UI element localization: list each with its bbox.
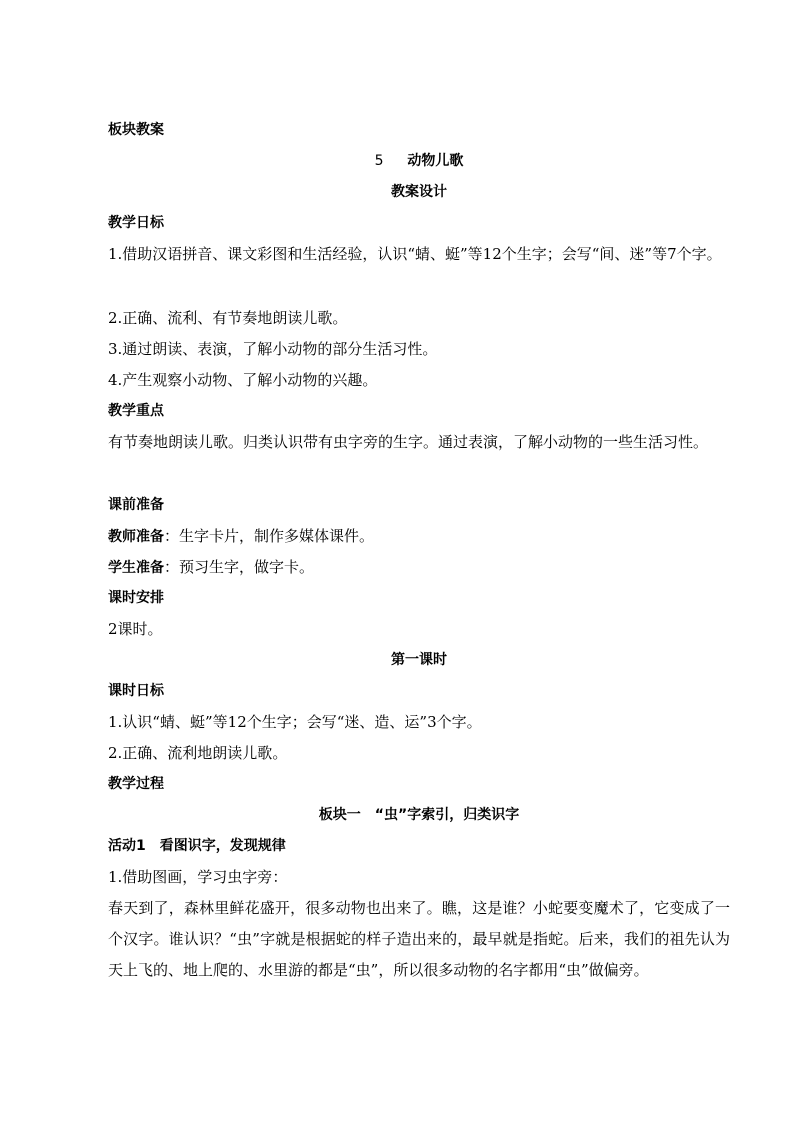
goal-item-4: 4.产生观察小动物、了解小动物的兴趣。 <box>108 371 378 389</box>
prep-teacher-text: ：生字卡片，制作多媒体课件。 <box>164 527 375 545</box>
first-lesson-title: 第一课时 <box>391 652 447 668</box>
prep-heading: 课前准备 <box>108 497 164 513</box>
prep-teacher-label: 教师准备 <box>108 529 164 545</box>
goal-item-3: 3.通过朗读、表演，了解小动物的部分生活习性。 <box>108 340 438 358</box>
goal-item-1: 1.借助汉语拼音、课文彩图和生活经验，认识“蜻、蜓”等12个生字；会写“间、迷”等7个字。 <box>108 245 722 263</box>
story-text: 春天到了，森林里鲜花盛开，很多动物也出来了。瞧，这是谁？小蛇要变魔术了，它变成了一个汉字。谁认识？“虫”字就是根据蛇的样子造出来的，最早就是指蛇。后来，我们的祖先认为天上飞的、地上爬的、水里游的都是“虫”，所以很多动物的名字都用“虫”做偏旁。 <box>108 899 730 979</box>
focus-text: 有节奏地朗读儿歌。归类认识带有虫字旁的生字。通过表演，了解小动物的一些生活习性。 <box>108 433 709 451</box>
goals-heading: 教学日标 <box>108 215 164 231</box>
first-lesson-goal-1: 1.认识“蜻、蜓”等12个生字；会写“迷、造、运”3个字。 <box>108 713 482 731</box>
first-lesson-goal-2: 2.正确、流利地朗读儿歌。 <box>108 744 288 762</box>
header-label: 板块教案 <box>108 122 164 138</box>
lesson-title: 动物儿歌 <box>407 153 464 169</box>
block-title: 板块一 “虫”字索引，归类识字 <box>318 807 520 823</box>
lesson-number: 5 <box>374 153 384 169</box>
focus-heading: 教学重点 <box>108 403 164 419</box>
process-heading: 教学过程 <box>108 776 164 792</box>
goal-item-2: 2.正确、流利、有节奏地朗读儿歌。 <box>108 309 348 327</box>
lesson-title-line <box>108 151 730 171</box>
schedule-heading: 课时安排 <box>108 590 164 606</box>
activity-label: 活动1 看图识字，发现规律 <box>108 838 286 854</box>
first-lesson-goals-heading: 课时日标 <box>108 683 164 699</box>
lesson-subtitle: 教案设计 <box>391 184 447 200</box>
prep-student-label: 学生准备 <box>108 560 164 576</box>
prep-student <box>108 557 730 578</box>
step-text: 1.借助图画，学习虫字旁： <box>108 868 288 886</box>
prep-teacher <box>108 526 730 547</box>
schedule-text: 2课时。 <box>108 620 163 638</box>
prep-student-text: ：预习生字，做字卡。 <box>164 558 315 576</box>
